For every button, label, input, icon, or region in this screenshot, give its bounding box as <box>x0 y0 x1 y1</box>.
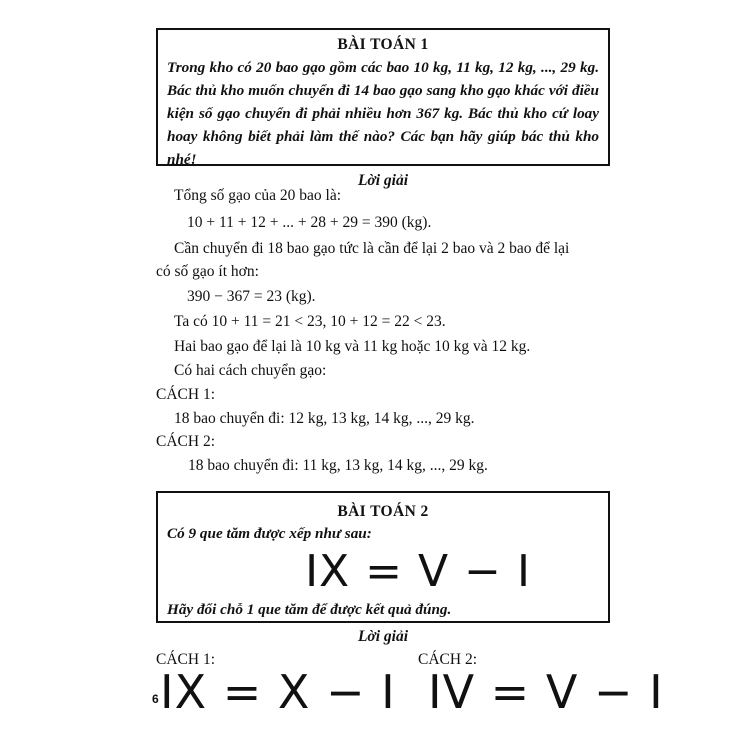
solution-1-line: CÁCH 1: <box>156 386 215 403</box>
solution-1-line: Hai bao gạo để lại là 10 kg và 11 kg hoặc 10 kg và 12 kg. <box>174 338 531 355</box>
solution-1-line: có số gạo ít hơn: <box>156 263 259 280</box>
solution-1-line: 18 bao chuyển đi: 11 kg, 13 kg, 14 kg, ..., 29 kg. <box>188 457 488 474</box>
problem-1-box <box>156 28 610 166</box>
solution-1-line: 390 − 367 = 23 (kg). <box>187 288 316 305</box>
problem-2-box <box>156 491 610 623</box>
solution-1-line: 18 bao chuyển đi: 12 kg, 13 kg, 14 kg, ..., 29 kg. <box>174 410 475 427</box>
cach-1-label: CÁCH 1: <box>156 651 215 668</box>
solution-1-line: Cần chuyển đi 18 bao gạo tức là cần để lại 2 bao và 2 bao để lại <box>174 240 570 257</box>
problem-2-title: BÀI TOÁN 2 <box>337 503 429 520</box>
problem-2-equation: IX = V − I <box>305 546 531 597</box>
problem-1-title: BÀI TOÁN 1 <box>337 36 429 53</box>
solution-2-heading: Lời giải <box>357 628 409 645</box>
cach-2-label: CÁCH 2: <box>418 651 477 668</box>
problem-2-intro: Có 9 que tăm được xếp như sau: <box>167 525 372 542</box>
page-number: 6 <box>152 692 159 706</box>
cach-1-equation: IX = X − I <box>160 665 396 719</box>
solution-1-line: Tổng số gạo của 20 bao là: <box>174 187 342 204</box>
solution-1-heading: Lời giải <box>357 172 409 189</box>
solution-1-line: Có hai cách chuyển gạo: <box>174 362 327 379</box>
solution-1-line: CÁCH 2: <box>156 433 215 450</box>
problem-2-instruction: Hãy đổi chỗ 1 que tăm để được kết quả đúng. <box>167 601 452 618</box>
cach-2-equation: IV = V − I <box>428 665 664 719</box>
solution-1-line: Ta có 10 + 11 = 21 < 23, 10 + 12 = 22 < 23. <box>174 313 446 330</box>
solution-1-line: 10 + 11 + 12 + ... + 28 + 29 = 390 (kg). <box>187 214 432 231</box>
problem-1-text: Trong kho có 20 bao gạo gồm các bao 10 kg, 11 kg, 12 kg, ..., 29 kg. Bác thủ kho muốn chuyển đi 14 bao gạo sang kho gạo khác với điều kiện số gạo chuyển đi phải nhiều hơn 367 kg. Bác thủ kho cứ loay hoay không biết phải làm thế nào? Các bạn hãy giúp bác thủ kho nhé! <box>167 59 599 168</box>
